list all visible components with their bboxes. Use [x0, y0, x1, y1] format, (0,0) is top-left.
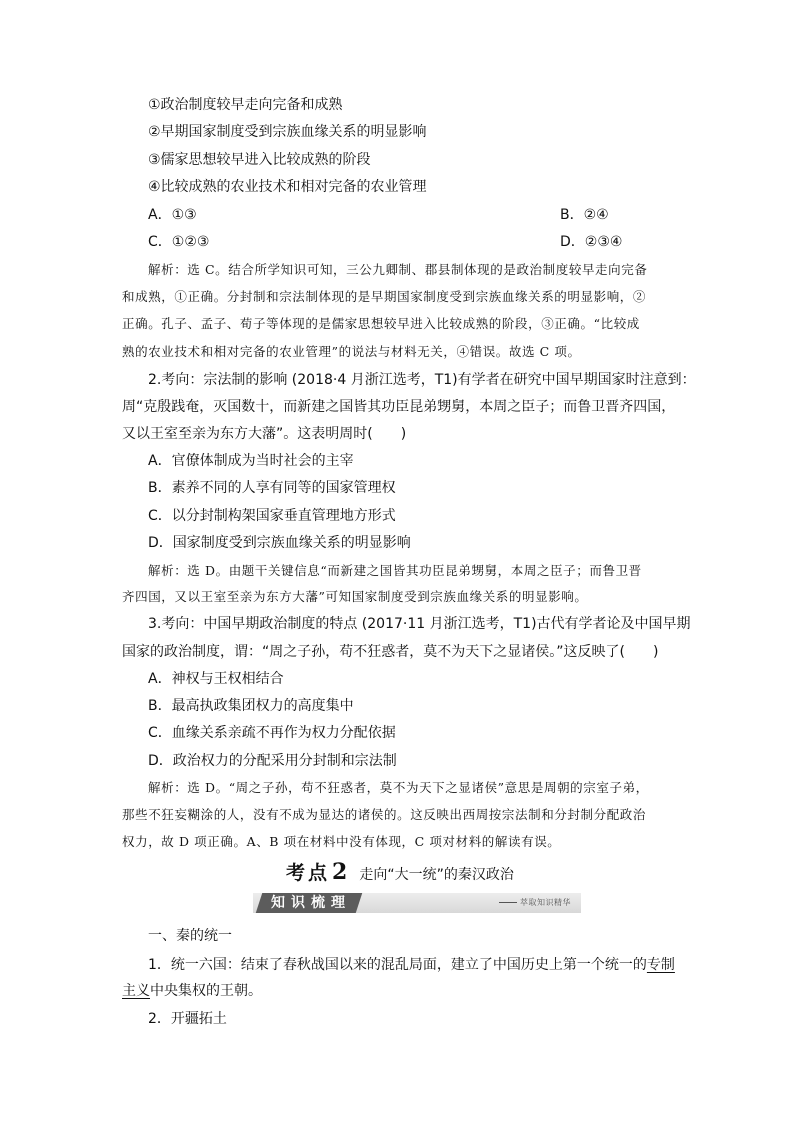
q1-analysis-line: 熟的农业技术和相对完备的农业管理”的说法与材料无关，④错误。故选 C 项。 — [122, 344, 581, 359]
section-number: 2 — [332, 859, 348, 885]
content-item-1 — [148, 956, 675, 974]
item1-text: 1．统一六国：结束了春秋战国以来的混乱局面，建立了中国历史上第一个统一的 — [148, 957, 647, 973]
item1-underline-2: 主义 — [122, 983, 150, 999]
content-heading: 一、秦的统一 — [148, 928, 232, 944]
band-note-text: 萃取知识精华 — [520, 898, 571, 907]
q1-option-a: A．①③ — [148, 207, 197, 223]
q3-option-d: D．政治权力的分配采用分封制和宗法制 — [148, 753, 397, 769]
content-item-2: 2．开疆拓土 — [148, 1011, 227, 1027]
q3-analysis-line: 权力，故 D 项正确。A、B 项在材料中没有体现，C 项对材料的解读有误。 — [122, 834, 561, 849]
q1-option-b: B．②④ — [560, 207, 609, 223]
q1-item-2: ②早期国家制度受到宗族血缘关系的明显影响 — [148, 124, 427, 140]
q2-option-a: A．官僚体制成为当时社会的主宰 — [148, 453, 354, 469]
band-note — [499, 897, 571, 908]
q2-analysis-line: 解析：选 D。由题干关键信息“而新建之国皆其功臣昆弟甥舅，本周之臣子；而鲁卫晋 — [148, 563, 642, 578]
q2-analysis-line: 齐四国，又以王室至亲为东方大藩”可知国家制度受到宗族血缘关系的明显影响。 — [122, 589, 588, 604]
q2-stem-line: 周“克殷践奄，灭国数十，而新建之国皆其功臣昆弟甥舅，本周之臣子；而鲁卫晋齐四国， — [122, 399, 676, 415]
q2-option-c: C．以分封制构架国家垂直管理地方形式 — [148, 508, 396, 524]
q1-option-d: D．②③④ — [560, 234, 623, 250]
band-label: 知识梳理 — [271, 895, 351, 911]
q1-item-1: ①政治制度较早走向完备和成熟 — [148, 97, 343, 113]
q1-analysis-line: 和成熟，①正确。分封制和宗法制体现的是早期国家制度受到宗族血缘关系的明显影响，② — [122, 289, 647, 304]
knowledge-band — [253, 893, 581, 913]
q2-stem-line: 又以王室至亲为东方大藩”。这表明周时( ) — [122, 426, 407, 442]
q2-stem-line: 2.考向：宗法制的影响 (2018·4 月浙江选考，T1)有学者在研究中国早期国家时注意到： — [148, 372, 696, 388]
q3-option-a: A．神权与王权相结合 — [148, 671, 284, 687]
content-item-1-cont — [122, 982, 262, 1000]
q2-option-b: B．素养不同的人享有同等的国家管理权 — [148, 480, 396, 496]
q1-option-row-2 — [148, 233, 623, 251]
item1-underline: 专制 — [646, 957, 675, 973]
q3-analysis-line: 解析：选 D。“周之子孙，苟不狂惑者，莫不为天下之显诸侯”意思是周朝的宗室子弟， — [148, 780, 649, 795]
q1-option-c: C．①②③ — [148, 234, 210, 250]
section-kaodian: 考点 — [286, 862, 331, 884]
q2-option-d: D．国家制度受到宗族血缘关系的明显影响 — [148, 535, 411, 551]
q1-item-3: ③儒家思想较早进入比较成熟的阶段 — [148, 152, 371, 168]
item1-text-2: 中央集权的王朝。 — [150, 983, 262, 999]
band-dash — [499, 902, 517, 903]
q1-item-4: ④比较成熟的农业技术和相对完备的农业管理 — [148, 179, 427, 195]
q1-analysis-line: 解析：选 C。结合所学知识可知，三公九卿制、郡县制体现的是政治制度较早走向完备 — [148, 262, 648, 277]
q3-analysis-line: 那些不狂妄糊涂的人，没有不成为显达的诸侯的。这反映出西周按宗法制和分封制分配政治 — [122, 807, 647, 822]
q3-stem-line: 国家的政治制度，谓：“周之子孙，苟不狂惑者，莫不为天下之显诸侯。”这反映了( ) — [122, 644, 659, 660]
q1-analysis-line: 正确。孔子、孟子、荀子等体现的是儒家思想较早进入比较成熟的阶段，③正确。“比较成 — [122, 316, 640, 331]
q3-stem-line: 3.考向：中国早期政治制度的特点 (2017·11 月浙江选考，T1)古代有学者论及中国早期 — [148, 616, 691, 632]
section-subtitle: 走向“大一统”的秦汉政治 — [359, 867, 514, 883]
q1-option-row-1 — [148, 206, 609, 224]
section-title — [286, 858, 514, 885]
q3-option-c: C．血缘关系亲疏不再作为权力分配依据 — [148, 725, 396, 741]
q3-option-b: B．最高执政集团权力的高度集中 — [148, 698, 354, 714]
